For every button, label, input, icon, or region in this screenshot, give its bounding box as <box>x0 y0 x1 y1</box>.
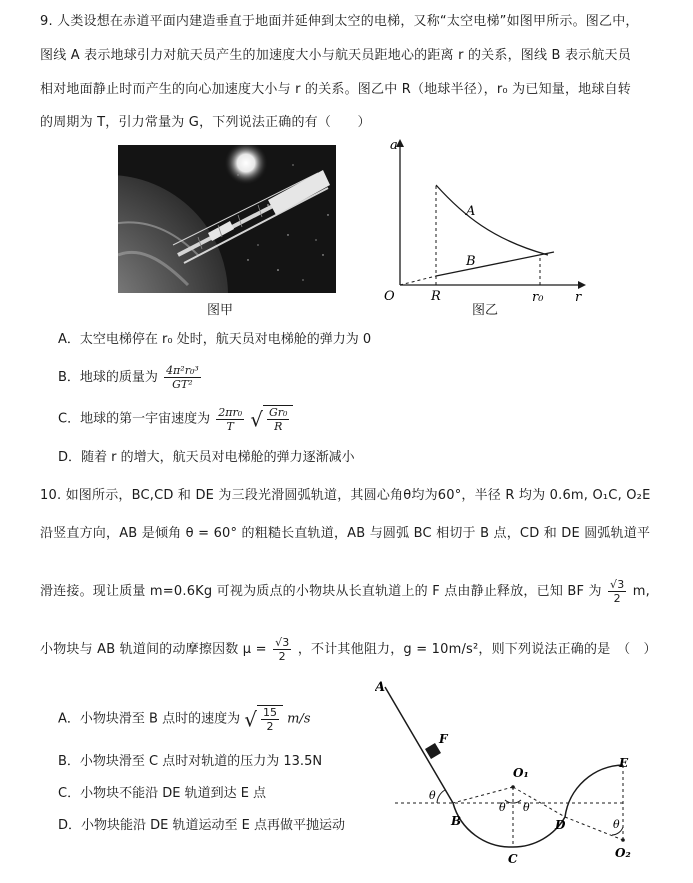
q10-line-4-text: 小物块与 AB 轨道间的动摩擦因数 μ = <box>40 642 267 657</box>
q9-option-c-sqrt <box>250 405 293 433</box>
point-f-label: F <box>439 732 448 746</box>
q9-line-1: 9. 人类设想在赤道平面内建造垂直于地面并延伸到太空的电梯，又称“太空电梯”如图甲所示。图乙中， <box>40 14 639 29</box>
tick-r-label: R <box>431 289 441 304</box>
fraction-denominator: GT² <box>172 378 193 391</box>
fraction-numerator: 4π²r₀³ <box>166 364 199 377</box>
fraction-denominator: 2 <box>613 592 621 605</box>
point-o1-label: O₁ <box>513 766 529 780</box>
point-e-label: E <box>619 756 629 770</box>
theta-label-b: θ <box>429 789 436 802</box>
q9-option-b-text: B．地球的质量为 <box>58 370 158 385</box>
fraction-numerator: 15 <box>262 706 277 719</box>
q10-option-d: D．小物块能沿 DE 轨道运动至 E 点再做平抛运动 <box>58 818 345 833</box>
q10-option-a <box>58 705 311 733</box>
q9-option-d: D．随着 r 的增大，航天员对电梯舱的弹力逐渐减小 <box>58 450 355 465</box>
q10-line-3 <box>40 578 650 605</box>
q10-option-c: C．小物块不能沿 DE 轨道到达 E 点 <box>58 786 267 801</box>
q9-line-2: 图线 A 表示地球引力对航天员产生的加速度大小与航天员距地心的距离 r 的关系，图线 B 表示航天员 <box>40 48 631 63</box>
q9-option-c-text: C．地球的第一宇宙速度为 <box>58 411 211 427</box>
fraction-numerator: √3 <box>610 578 625 591</box>
q10-option-a-text: A．小物块滑至 B 点时的速度为 <box>58 711 241 727</box>
q9-option-c <box>58 405 293 433</box>
curve-b-label: B <box>466 254 476 269</box>
origin-label: O <box>384 289 395 304</box>
fraction-denominator: 2 <box>278 650 286 663</box>
fraction-numerator: Gr₀ <box>269 406 288 419</box>
fraction-numerator: 2πr₀ <box>218 405 243 419</box>
q9-option-c-fraction <box>216 406 244 433</box>
fraction-numerator: √3 <box>275 636 290 649</box>
q10-option-a-unit: m/s <box>287 711 311 727</box>
point-d-label: D <box>555 818 566 832</box>
q9-option-a: A．太空电梯停在 r₀ 处时，航天员对电梯舱的弹力为 0 <box>58 332 372 347</box>
fraction-denominator: T <box>226 419 234 433</box>
fig-jia-caption: 图甲 <box>207 303 234 318</box>
sqrt-fraction <box>267 406 289 433</box>
point-a-label: A <box>375 680 386 695</box>
axis-x-label: r <box>575 290 582 305</box>
graph-yi <box>378 135 593 305</box>
axis-y-label: a <box>390 138 398 153</box>
theta-label-o1-left: θ <box>499 801 506 814</box>
sqrt-sign-icon: √ <box>250 407 264 432</box>
q10-line-3-text: 滑连接。现让质量 m=0.6Kg 可视为质点的小物块从长直轨道上的 F 点由静止释放，已知 BF 为 <box>40 584 602 599</box>
fraction-denominator: R <box>274 420 283 433</box>
q10-option-a-sqrt <box>244 705 283 733</box>
bf-unit: m, <box>632 584 650 599</box>
q10-line-2: 沿竖直方向，AB 是倾角 θ = 60° 的粗糙长直轨道，AB 与圆弧 BC 相切于 B 点，CD 和 DE 圆弧轨道平 <box>40 526 651 541</box>
bf-fraction <box>608 578 626 605</box>
q10-line-4-tail: ，不计其他阻力，g = 10m/s²，则下列说法正确的是 （ ） <box>297 642 657 657</box>
sqrt-sign-icon: √ <box>244 707 257 732</box>
q9-line-4: 的周期为 T，引力常量为 G，下列说法正确的有（ ） <box>40 115 371 130</box>
q9-option-b-fraction <box>164 364 201 391</box>
q10-line-1: 10. 如图所示，BC,CD 和 DE 为三段光滑圆弧轨道，其圆心角θ均为60°，半径 R 均为 0.6m, O₁C, O₂E <box>40 488 651 503</box>
tick-r0-label: r₀ <box>532 290 544 305</box>
theta-label-o2: θ <box>613 818 620 831</box>
fraction-denominator: 2 <box>266 720 274 733</box>
point-c-label: C <box>508 852 518 866</box>
theta-label-o1-right: θ <box>523 801 530 814</box>
track-diagram <box>375 675 660 870</box>
sqrt-fraction <box>261 706 279 733</box>
q10-line-4 <box>40 636 657 663</box>
mu-fraction <box>273 636 291 663</box>
space-elevator-image <box>118 145 336 293</box>
curve-a-label: A <box>466 204 476 219</box>
point-o2-label: O₂ <box>615 846 631 860</box>
q10-option-b: B．小物块滑至 C 点时对轨道的压力为 13.5N <box>58 754 323 769</box>
point-b-label: B <box>451 814 462 828</box>
fig-yi-caption: 图乙 <box>472 303 499 318</box>
q9-option-b <box>58 364 203 391</box>
q9-line-3: 相对地面静止时而产生的向心加速度大小与 r 的关系。图乙中 R（地球半径），r₀ 为已知量，地球自转 <box>40 82 631 97</box>
